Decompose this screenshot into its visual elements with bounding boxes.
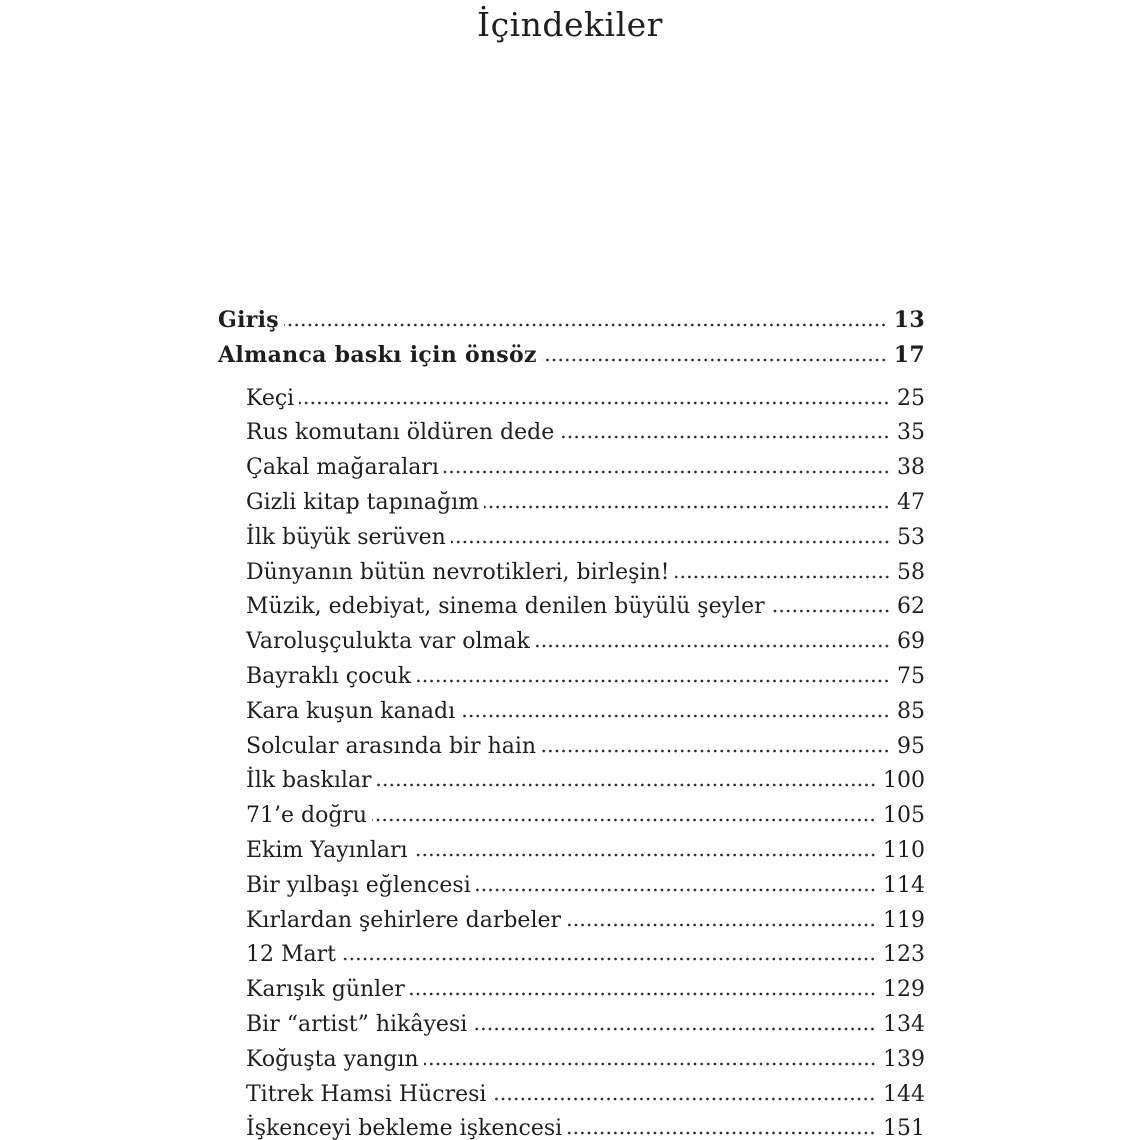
toc-entry-title: Keçi (246, 385, 295, 411)
toc-entry (218, 973, 925, 1008)
dot-leader (451, 540, 890, 544)
toc-entry-title: Kırlardan şehirlere darbeler (246, 907, 562, 933)
toc-entry-title: Bir “artist” hikâyesi (246, 1011, 468, 1037)
toc-entry-page: 35 (897, 420, 925, 446)
toc-entry-page: 62 (897, 594, 925, 620)
dot-leader (341, 957, 876, 961)
toc-entry (218, 938, 925, 973)
toc-entry-title: 71’e doğru (246, 803, 368, 829)
toc-entry-title: Karışık günler (246, 977, 405, 1003)
toc-entry-title: Bayraklı çocuk (246, 663, 412, 689)
dot-leader (541, 749, 890, 753)
dot-leader (559, 435, 890, 439)
toc-entry-title: Ekim Yayınları (246, 837, 408, 863)
toc-entry (218, 1112, 925, 1140)
toc-entry-title: İşkenceyi bekleme işkencesi (246, 1116, 563, 1140)
toc-entry-title: Giriş (218, 307, 279, 333)
toc-entry (218, 764, 925, 799)
toc-entry (218, 382, 925, 417)
dot-leader (444, 470, 890, 474)
dot-leader (416, 679, 890, 683)
toc-entry-page: 144 (883, 1081, 925, 1107)
toc-entry-page: 38 (897, 455, 925, 481)
toc-entry (218, 451, 925, 486)
dot-leader (299, 401, 890, 405)
toc-entry (218, 1008, 925, 1043)
toc-entry (218, 1043, 925, 1078)
toc-entry (218, 834, 925, 869)
toc-entry-page: 53 (897, 524, 925, 550)
dot-leader (567, 1131, 876, 1135)
toc-entry-page: 13 (893, 307, 925, 333)
dot-leader (284, 323, 887, 327)
page-title: İçindekiler (477, 5, 663, 44)
toc-entry-title: 12 Mart (246, 942, 336, 968)
toc-entry-page: 110 (883, 837, 925, 863)
dot-leader (675, 575, 890, 579)
toc-entry-page: 139 (883, 1046, 925, 1072)
toc-entry-page: 85 (897, 698, 925, 724)
toc-entry-title: Rus komutanı öldüren dede (246, 420, 555, 446)
toc-entry-page: 114 (883, 872, 925, 898)
toc-entry (218, 303, 925, 338)
dot-leader (372, 818, 876, 822)
toc-entry-title: Müzik, edebiyat, sinema denilen büyülü şeyler (246, 594, 765, 620)
dot-leader (770, 609, 890, 613)
toc-entry (218, 799, 925, 834)
toc-entry (218, 625, 925, 660)
toc-entry-page: 25 (897, 385, 925, 411)
toc-entry (218, 869, 925, 904)
dot-leader (542, 358, 887, 362)
toc-entry-page: 134 (883, 1011, 925, 1037)
toc-entry (218, 660, 925, 695)
toc-entry-page: 58 (897, 559, 925, 585)
toc-entry-page: 75 (897, 663, 925, 689)
dot-leader (377, 783, 876, 787)
toc-entry-page: 151 (883, 1116, 925, 1140)
toc-entry-page: 47 (897, 489, 925, 515)
toc-entry-title: Varoluşçulukta var olmak (246, 629, 530, 655)
dot-leader (566, 923, 876, 927)
toc-entry (218, 1078, 925, 1113)
toc-entry (218, 521, 925, 556)
dot-leader (535, 644, 890, 648)
toc-entry (218, 486, 925, 521)
toc-entry-page: 69 (897, 629, 925, 655)
dot-leader (491, 1097, 876, 1101)
toc-entry (218, 556, 925, 591)
dot-leader (413, 853, 876, 857)
toc-entry (218, 416, 925, 451)
toc-entry-page: 105 (883, 803, 925, 829)
dot-leader (476, 888, 876, 892)
toc-entry (218, 730, 925, 765)
toc-entry-page: 129 (883, 977, 925, 1003)
dot-leader (410, 992, 876, 996)
toc-entry-title: Çakal mağaraları (246, 455, 439, 481)
dot-leader (472, 1027, 876, 1031)
toc-entry (218, 904, 925, 939)
toc-entry-title: Solcular arasında bir hain (246, 733, 537, 759)
toc-entry-page: 100 (883, 768, 925, 794)
toc-entry-title: İlk büyük serüven (246, 524, 446, 550)
dot-leader (484, 505, 890, 509)
toc-entry-title: Dünyanın bütün nevrotikleri, birleşin! (246, 559, 670, 585)
toc-entry-page: 17 (893, 341, 925, 368)
toc-entry (218, 695, 925, 730)
toc-entry (218, 338, 925, 373)
toc-list (218, 303, 925, 1140)
toc-entry-title: Titrek Hamsi Hücresi (246, 1081, 487, 1107)
toc-entry-title: Gizli kitap tapınağım (246, 489, 480, 515)
toc-entry-title: Koğuşta yangın (246, 1046, 419, 1072)
toc-entry-page: 95 (897, 733, 925, 759)
dot-leader (460, 714, 890, 718)
dot-leader (424, 1062, 876, 1066)
toc-entry-page: 123 (883, 942, 925, 968)
toc-entry-title: İlk baskılar (246, 768, 372, 794)
toc-entry-title: Almanca baskı için önsöz (218, 341, 537, 368)
toc-entry-page: 119 (883, 907, 925, 933)
toc-entry (218, 590, 925, 625)
toc-entry-title: Kara kuşun kanadı (246, 698, 456, 724)
toc-entry-title: Bir yılbaşı eğlencesi (246, 872, 471, 898)
